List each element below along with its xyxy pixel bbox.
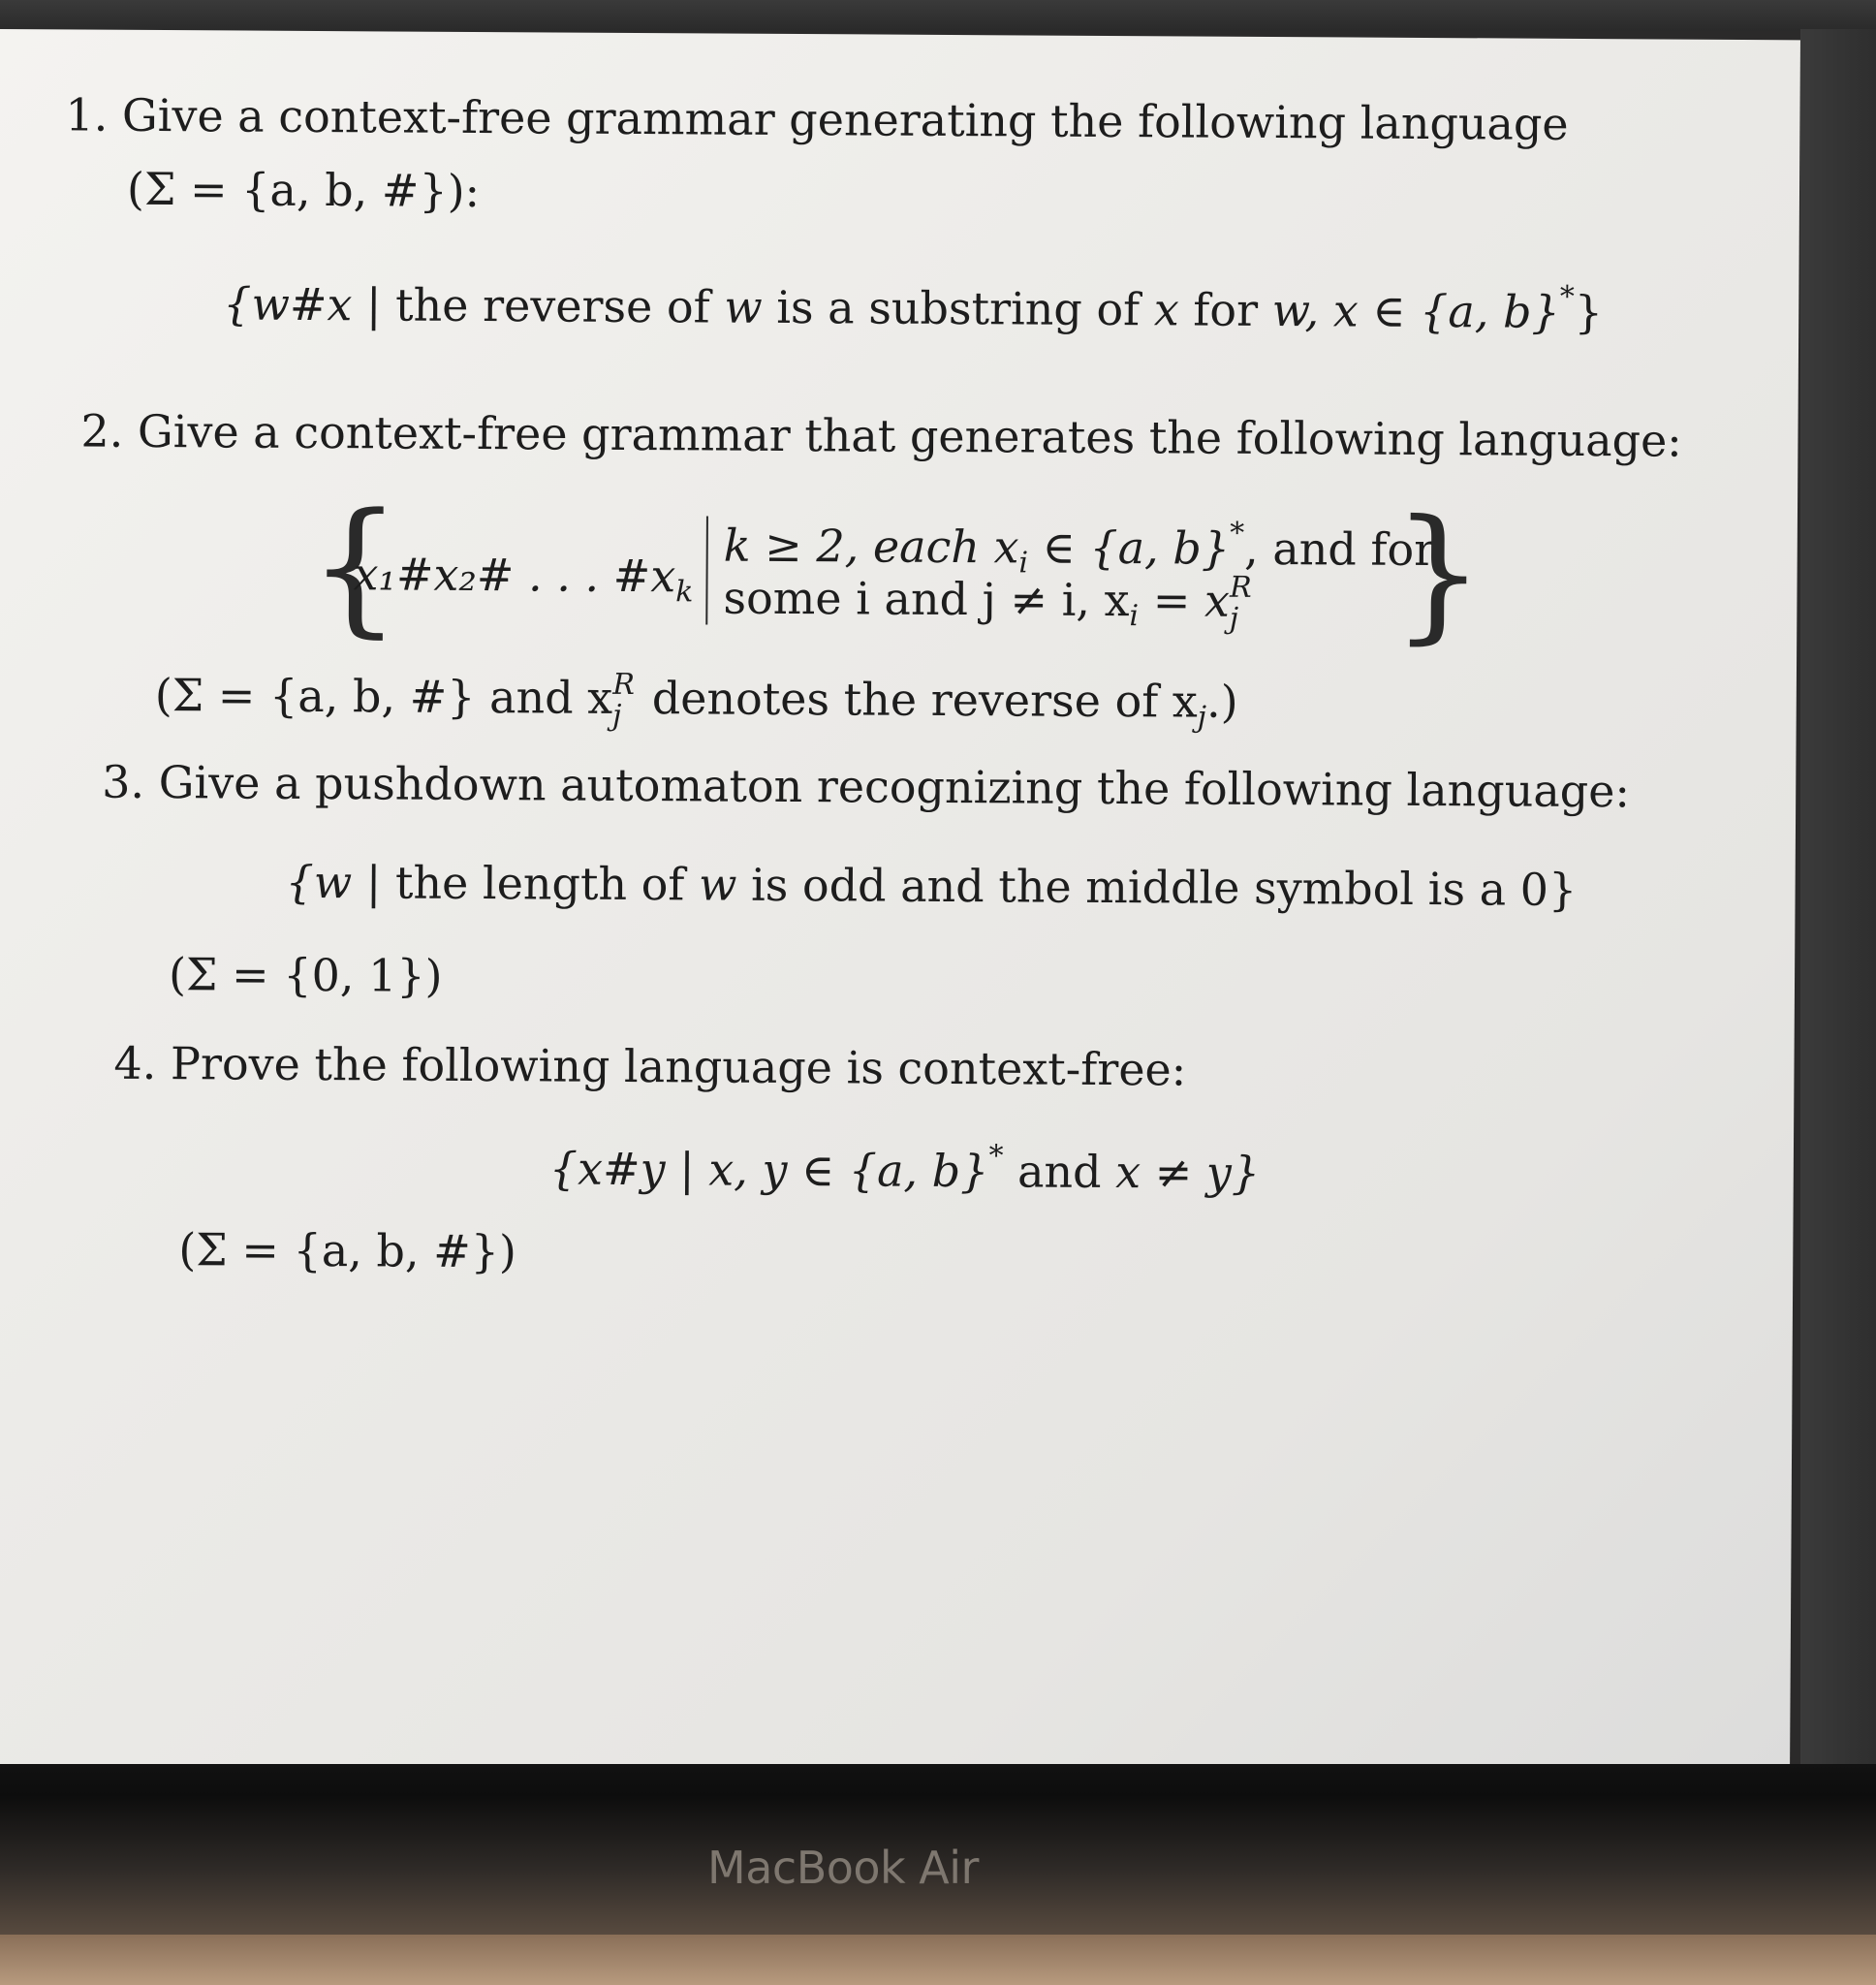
q2-note (154, 667, 1238, 735)
q2-cond1-rest: ∈ {a, b} (1027, 520, 1231, 575)
q2-right-brace: } (1391, 488, 1485, 659)
q1-sigma: (Σ = {a, b, #}): (126, 162, 481, 218)
q4-number: 4. (113, 1036, 157, 1090)
q1-x: x (1153, 283, 1179, 336)
q2-number: 2. (80, 404, 124, 457)
q4-text: Prove the following language is context-free: (170, 1037, 1187, 1096)
bezel-brand-label: MacBook Air (707, 1842, 979, 1894)
q2-cond1-star: * (1230, 516, 1245, 551)
q1-substring: is a substring of (776, 280, 1141, 336)
q4-formula-right: x ≠ y} (1115, 1146, 1261, 1199)
monitor-right-bezel (1800, 29, 1876, 1774)
q3-text: Give a pushdown automaton recognizing the following language: (158, 756, 1631, 818)
q4-formula-and: and (1016, 1145, 1102, 1198)
q1-formula (223, 272, 1603, 338)
laptop-base (0, 1935, 1876, 1985)
q3-formula-open: {w | (285, 855, 382, 909)
q1-text: Give a context-free grammar generating the following language (121, 88, 1569, 150)
q4-sigma: (Σ = {a, b, #}) (178, 1223, 517, 1278)
q2-left-expr (353, 549, 693, 610)
q2-text: Give a context-free grammar that generates the following language: (137, 404, 1682, 467)
q2-cond1-end: , and for (1243, 521, 1436, 577)
q4-formula (549, 1137, 1261, 1198)
q2-left-text: x₁#x₂# . . . #x (353, 548, 676, 603)
q2-cond2-sub: i (1129, 599, 1140, 634)
q2-note-start: (Σ = {a, b, #} and x (154, 668, 613, 724)
q3-formula-text1: the length of (394, 856, 685, 911)
q2-cond1-a: k ≥ 2, each x (723, 519, 1019, 574)
q2-cond2-a: some i and j ≠ i, x (723, 571, 1130, 627)
q2-note-j: j (611, 698, 622, 733)
q2-cond1-sub: i (1018, 546, 1029, 581)
q2-cond2-j: j (1229, 601, 1239, 636)
q3-prompt (102, 757, 1630, 818)
q1-prompt (65, 89, 1568, 149)
q2-prompt (80, 406, 1682, 467)
q1-vars: w, x ∈ {a, b} (1271, 284, 1560, 338)
q2-left-brace: { (308, 482, 402, 652)
document-page (0, 29, 1800, 1784)
q3-number: 3. (102, 755, 145, 808)
q2-cond2-eq: = x (1139, 574, 1231, 627)
q3-sigma: (Σ = {0, 1}) (168, 948, 443, 1002)
q4-formula-left: {x#y | x, y ∈ {a, b} (548, 1142, 989, 1198)
monitor-top-bezel (0, 0, 1876, 31)
q2-note-R: R (612, 667, 635, 703)
q4-formula-star: * (988, 1139, 1004, 1174)
q4-prompt (113, 1038, 1186, 1096)
q3-formula-w: w (698, 858, 737, 911)
q1-set-close: } (1574, 285, 1604, 339)
q3-formula (285, 857, 1577, 916)
q2-cond2-R: R (1229, 570, 1252, 605)
q1-for: for (1193, 283, 1259, 336)
q1-w: w (724, 280, 763, 333)
q2-note-mid: denotes the reverse of x (638, 672, 1198, 728)
q2-note-sub: j (1197, 700, 1207, 735)
q2-note-end: .) (1205, 675, 1238, 728)
q3-formula-text2: is odd and the middle symbol is a 0} (750, 858, 1578, 916)
q2-separator-bar (705, 516, 708, 624)
q1-number: 1. (65, 88, 109, 142)
q1-desc: the reverse of (394, 278, 710, 333)
q1-star: * (1559, 279, 1575, 314)
q2-cond-line2 (723, 570, 1255, 636)
q1-set-open: {w#x | (223, 277, 382, 331)
q2-left-sub: k (675, 575, 694, 610)
